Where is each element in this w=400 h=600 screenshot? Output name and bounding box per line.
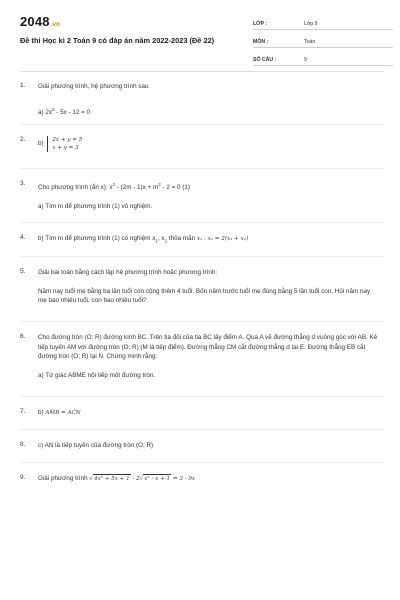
question-separator	[20, 462, 384, 463]
question-text: c) AN là tiếp tuyến của đường tròn (O; R)	[38, 442, 154, 449]
question-body	[38, 82, 380, 117]
question-number: 3.	[20, 180, 26, 187]
question-number: 2.	[20, 136, 26, 143]
expr-part: Cho phương trình (ẩn x): x	[38, 184, 113, 192]
question-text: Giải bài toán bằng cách lập hệ phương trình hoặc phương trình:	[38, 269, 218, 276]
meta-value: 9	[304, 57, 307, 63]
meta-row-subject	[253, 34, 393, 48]
question-separator	[20, 321, 384, 322]
question-number: 5.	[20, 268, 26, 275]
formula: √4x² + 5x + 1 - 2√x² - x + 1 = 3 - 9x	[89, 476, 196, 482]
question-separator	[20, 256, 384, 257]
question-separator	[20, 396, 384, 397]
expr-part: - 2 = 0 (1)	[160, 184, 190, 192]
expr-part: b) Tìm m để phương trình (1) có nghiệm x	[38, 235, 156, 242]
meta-row-class	[253, 16, 393, 30]
expr-part: = 3 - 9x	[171, 476, 196, 482]
expr-sup: 2	[52, 106, 55, 112]
meta-label: SỐ CÂU :	[253, 57, 277, 63]
question-body	[38, 333, 380, 380]
expr-part: - 5x - 12 = 0	[54, 108, 91, 116]
question-number: 7.	[20, 408, 26, 415]
question-body	[38, 474, 380, 485]
subpart-label: b)	[38, 140, 44, 148]
question-body	[38, 268, 380, 306]
expr-part: - 2	[130, 476, 140, 482]
question-separator	[20, 124, 384, 125]
header	[20, 14, 384, 66]
header-divider	[20, 71, 384, 72]
radicand: 4x² + 5x + 1	[93, 476, 130, 482]
logo-text: 2048	[20, 14, 50, 29]
question-separator	[20, 168, 384, 169]
equation-line: x + y = 3	[52, 145, 79, 151]
page-title: Đề thi Học kì 2 Toán 9 có đáp án năm 2022-2023 (Đề 22)	[20, 36, 215, 45]
meta-label: LỚP :	[253, 21, 268, 27]
equation-system	[47, 136, 82, 152]
question-subpart: a) Tứ giác ABME nội tiếp một đường tròn.	[38, 371, 156, 379]
subpart-label: b)	[38, 409, 46, 416]
formula: AM̂B = AĈN	[45, 410, 81, 416]
expr-part: thỏa mãn	[167, 235, 197, 242]
equation-line: 2x + y = 5	[52, 137, 83, 143]
meta-label: MÔN :	[253, 39, 269, 45]
question-body	[38, 408, 380, 419]
question-number: 4.	[20, 234, 26, 241]
question-body	[38, 234, 380, 246]
question-text: Giải phương trình, hệ phương trình sau	[38, 83, 149, 90]
question-number: 6.	[20, 333, 26, 340]
question-number: 1.	[20, 82, 26, 89]
question-body	[38, 441, 380, 451]
expr-sub: 1	[155, 238, 158, 244]
exam-meta	[253, 16, 393, 70]
question-separator	[20, 222, 384, 223]
expr-sub: 2	[164, 238, 168, 244]
expr-part: , x	[157, 235, 165, 242]
expr-part: a) 2x	[38, 108, 52, 116]
expr-part: - (2m - 1)x + m	[115, 184, 159, 192]
expr-sup: 2	[112, 182, 116, 187]
question-body	[38, 180, 380, 211]
question-text	[38, 474, 380, 485]
question-subpart	[38, 105, 380, 118]
expr-part: Giải phương trình	[38, 475, 90, 482]
logo-suffix: .vn	[50, 22, 61, 28]
question-number: 8.	[20, 441, 26, 448]
meta-row-count	[253, 52, 393, 66]
question-paragraph: Năm nay tuổi mẹ bằng ba lần tuổi con cộng thêm 4 tuổi. Bốn năm trước tuổi mẹ đúng bằng 5 lần tuổi con. Hỏi năm nay mẹ bao nhiêu tuổi, con bao nhiêu tuổi?	[38, 287, 371, 305]
question-text	[38, 180, 380, 193]
question-body	[38, 136, 380, 152]
question-text	[38, 408, 380, 419]
radicand: x² - x + 1	[144, 476, 171, 482]
question-text: Cho đường tròn (O; R) đường kính BC. Trên tia đối của tia BC lấy điểm A. Qua A vẽ đường thẳng d vuông góc với AB. Kẻ tiếp tuyến AM với đường tròn (O; R) (M là tiếp điểm). Đường thẳng CM cắt đường thẳng d tại E. Đường thẳng EB cắt đường tròn (O; R) tại N. Chứng minh rằng:	[38, 334, 378, 361]
meta-value: Toán	[304, 39, 316, 45]
question-separator	[20, 429, 384, 430]
question-subpart: a) Tìm m để phương trình (1) vô nghiệm.	[38, 202, 153, 210]
meta-value: Lớp 9	[304, 21, 318, 27]
expr-sup: 2	[158, 182, 161, 187]
question-text	[38, 234, 380, 246]
question-number: 9.	[20, 474, 26, 481]
formula: x₁ . x₂ = 2(x₁ + x₂)	[196, 236, 249, 242]
site-logo[interactable]	[20, 14, 60, 29]
